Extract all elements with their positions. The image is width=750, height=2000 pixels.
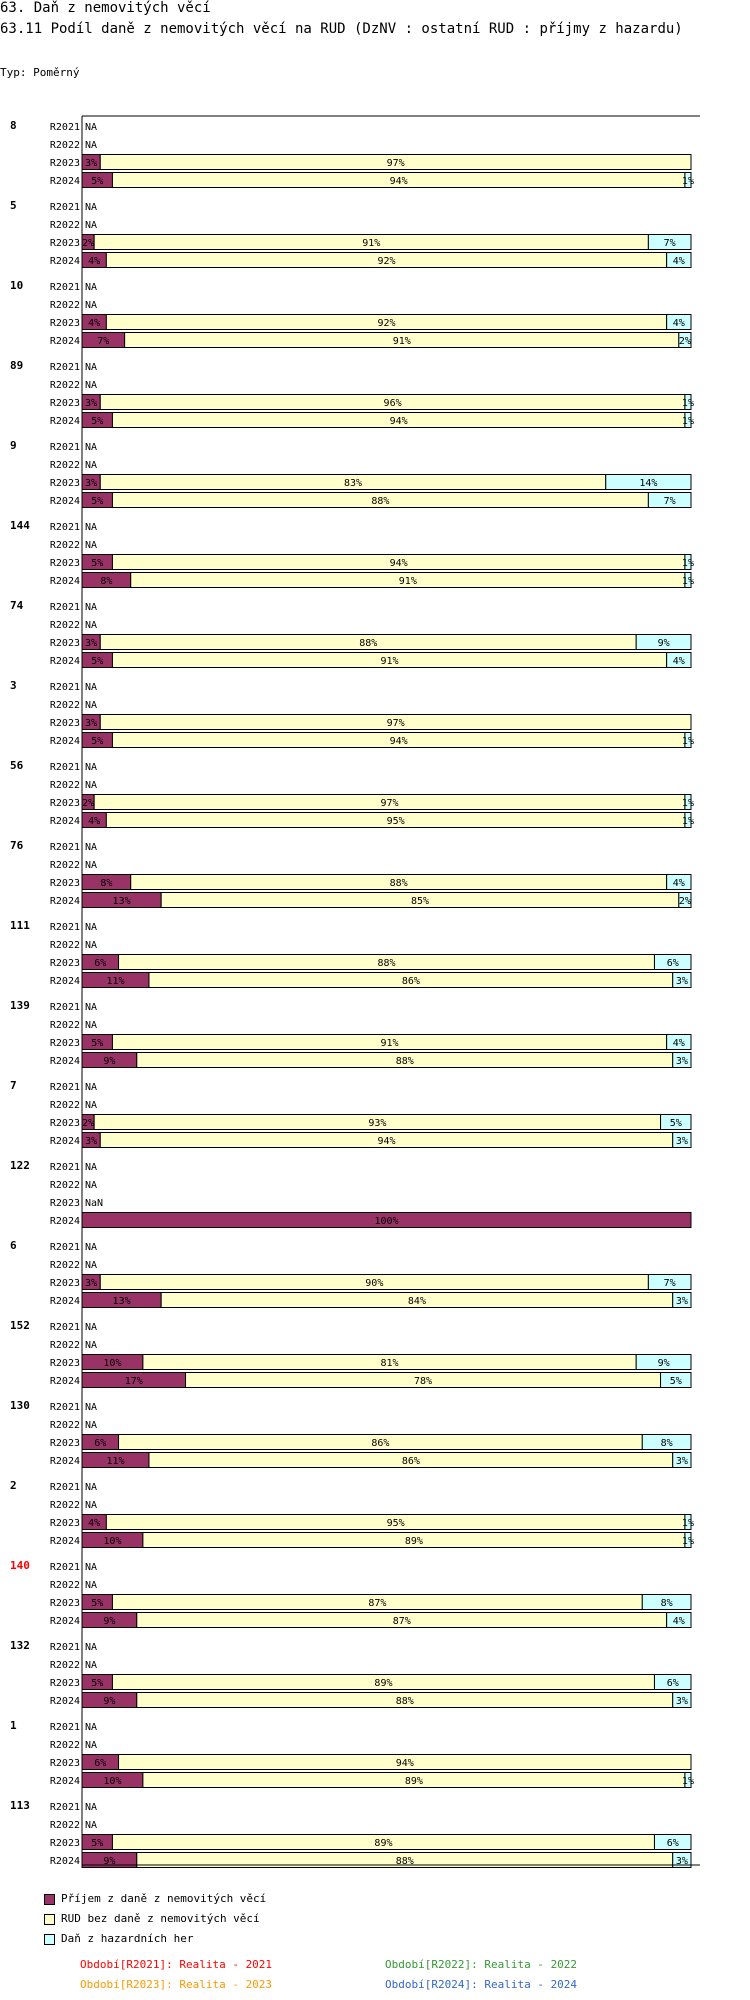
group-label: 9 bbox=[10, 439, 17, 452]
na-label: NA bbox=[85, 1740, 98, 1751]
na-label: NA bbox=[85, 202, 98, 213]
data-label: 1% bbox=[681, 736, 694, 747]
data-label: 6% bbox=[666, 1678, 679, 1689]
na-label: NA bbox=[85, 1260, 98, 1271]
data-label: 10% bbox=[103, 1358, 122, 1369]
na-label: NA bbox=[85, 602, 98, 613]
period-tick-label: R2022 bbox=[49, 1260, 80, 1271]
period-tick-label: R2023 bbox=[49, 1758, 80, 1769]
data-label: 91% bbox=[392, 336, 411, 347]
na-label: NA bbox=[85, 362, 98, 373]
na-label: NA bbox=[85, 620, 98, 631]
period-tick-label: R2023 bbox=[49, 798, 80, 809]
data-label: 91% bbox=[380, 656, 399, 667]
data-label: 3% bbox=[675, 1296, 688, 1307]
group-label: 8 bbox=[10, 119, 17, 132]
legend-swatch-hazard bbox=[44, 1934, 55, 1945]
legend-label-rud: RUD bez daně z nemovitých věcí bbox=[61, 1912, 260, 1925]
na-label: NA bbox=[85, 1242, 98, 1253]
na-label: NA bbox=[85, 300, 98, 311]
period-tick-label: R2023 bbox=[49, 318, 80, 329]
data-label: 3% bbox=[675, 1136, 688, 1147]
na-label: NA bbox=[85, 1820, 98, 1831]
data-label: 89% bbox=[374, 1838, 393, 1849]
data-label: 89% bbox=[374, 1678, 393, 1689]
data-label: 3% bbox=[85, 1136, 98, 1147]
data-label: 1% bbox=[681, 1776, 694, 1787]
period-tick-label: R2022 bbox=[49, 1500, 80, 1511]
data-label: 7% bbox=[663, 238, 676, 249]
legend-item-dznv bbox=[44, 1892, 266, 1905]
data-label: 4% bbox=[88, 1518, 101, 1529]
na-label: NA bbox=[85, 282, 98, 293]
data-label: 88% bbox=[395, 1856, 414, 1867]
group-label: 1 bbox=[10, 1719, 17, 1732]
period-tick-label: R2024 bbox=[49, 656, 80, 667]
data-label: 3% bbox=[85, 478, 98, 489]
data-label: 1% bbox=[681, 1518, 694, 1529]
data-label: 9% bbox=[657, 1358, 670, 1369]
period-tick-label: R2021 bbox=[49, 1322, 80, 1333]
period-tick-label: R2021 bbox=[49, 122, 80, 133]
na-label: NA bbox=[85, 1340, 98, 1351]
period-tick-label: R2022 bbox=[49, 1020, 80, 1031]
data-label: 5% bbox=[91, 656, 104, 667]
data-label: 81% bbox=[380, 1358, 399, 1369]
nan-label: NaN bbox=[85, 1198, 104, 1209]
group-label: 3 bbox=[10, 679, 17, 692]
data-label: 6% bbox=[94, 1438, 107, 1449]
group-label: 76 bbox=[10, 839, 24, 852]
period-tick-label: R2022 bbox=[49, 1100, 80, 1111]
data-label: 2% bbox=[82, 238, 95, 249]
period-tick-label: R2024 bbox=[49, 1136, 80, 1147]
na-label: NA bbox=[85, 1402, 98, 1413]
data-label: 4% bbox=[672, 318, 685, 329]
data-label: 5% bbox=[91, 176, 104, 187]
data-label: 17% bbox=[124, 1376, 143, 1387]
period-tick-label: R2021 bbox=[49, 682, 80, 693]
na-label: NA bbox=[85, 1482, 98, 1493]
legend-swatch-rud bbox=[44, 1914, 55, 1925]
group-label: 113 bbox=[10, 1799, 30, 1812]
data-label: 89% bbox=[404, 1776, 423, 1787]
na-label: NA bbox=[85, 1500, 98, 1511]
period-tick-label: R2023 bbox=[49, 558, 80, 569]
data-label: 89% bbox=[404, 1536, 423, 1547]
group-label: 144 bbox=[10, 519, 30, 532]
period-tick-label: R2023 bbox=[49, 1118, 80, 1129]
data-label: 90% bbox=[365, 1278, 384, 1289]
na-label: NA bbox=[85, 1162, 98, 1173]
data-label: 92% bbox=[377, 318, 396, 329]
period-label-r2023: Období[R2023]: Realita - 2023 bbox=[80, 1978, 273, 1991]
group-label: 74 bbox=[10, 599, 24, 612]
period-tick-label: R2024 bbox=[49, 1296, 80, 1307]
period-tick-label: R2023 bbox=[49, 1198, 80, 1209]
period-tick-label: R2024 bbox=[49, 1536, 80, 1547]
data-label: 11% bbox=[106, 976, 125, 987]
group-label: 7 bbox=[10, 1079, 17, 1092]
data-label: 4% bbox=[672, 878, 685, 889]
period-tick-label: R2022 bbox=[49, 460, 80, 471]
data-label: 97% bbox=[380, 798, 399, 809]
period-tick-label: R2021 bbox=[49, 1562, 80, 1573]
data-label: 7% bbox=[663, 1278, 676, 1289]
data-label: 93% bbox=[368, 1118, 387, 1129]
period-tick-label: R2021 bbox=[49, 1482, 80, 1493]
period-tick-label: R2021 bbox=[49, 202, 80, 213]
data-label: 3% bbox=[85, 398, 98, 409]
data-label: 5% bbox=[91, 416, 104, 427]
na-label: NA bbox=[85, 940, 98, 951]
na-label: NA bbox=[85, 1722, 98, 1733]
legend-label-hazard: Daň z hazardních her bbox=[61, 1932, 194, 1945]
data-label: 5% bbox=[91, 1038, 104, 1049]
data-label: 97% bbox=[386, 158, 405, 169]
data-label: 1% bbox=[681, 398, 694, 409]
data-label: 9% bbox=[103, 1616, 116, 1627]
na-label: NA bbox=[85, 1002, 98, 1013]
data-label: 94% bbox=[377, 1136, 396, 1147]
data-label: 2% bbox=[82, 1118, 95, 1129]
data-label: 3% bbox=[675, 976, 688, 987]
na-label: NA bbox=[85, 860, 98, 871]
period-tick-label: R2022 bbox=[49, 380, 80, 391]
na-label: NA bbox=[85, 380, 98, 391]
na-label: NA bbox=[85, 1100, 98, 1111]
data-label: 87% bbox=[392, 1616, 411, 1627]
data-label: 86% bbox=[401, 976, 420, 987]
data-label: 91% bbox=[380, 1038, 399, 1049]
period-tick-label: R2023 bbox=[49, 1278, 80, 1289]
period-tick-label: R2022 bbox=[49, 1180, 80, 1191]
period-tick-label: R2023 bbox=[49, 638, 80, 649]
group-label: 2 bbox=[10, 1479, 17, 1492]
period-tick-label: R2024 bbox=[49, 416, 80, 427]
page-title: 63. Daň z nemovitých věcí bbox=[0, 0, 211, 16]
data-label: 1% bbox=[681, 176, 694, 187]
na-label: NA bbox=[85, 842, 98, 853]
data-label: 1% bbox=[681, 416, 694, 427]
period-tick-label: R2023 bbox=[49, 158, 80, 169]
data-label: 6% bbox=[94, 958, 107, 969]
group-label: 111 bbox=[10, 919, 30, 932]
data-label: 78% bbox=[414, 1376, 433, 1387]
group-label: 6 bbox=[10, 1239, 17, 1252]
period-tick-label: R2021 bbox=[49, 922, 80, 933]
data-label: 5% bbox=[91, 558, 104, 569]
period-tick-label: R2023 bbox=[49, 1438, 80, 1449]
na-label: NA bbox=[85, 1322, 98, 1333]
data-label: 84% bbox=[407, 1296, 426, 1307]
period-tick-label: R2022 bbox=[49, 540, 80, 551]
group-label: 89 bbox=[10, 359, 24, 372]
na-label: NA bbox=[85, 1180, 98, 1191]
data-label: 3% bbox=[85, 158, 98, 169]
period-tick-label: R2024 bbox=[49, 336, 80, 347]
data-label: 6% bbox=[666, 958, 679, 969]
na-label: NA bbox=[85, 460, 98, 471]
period-tick-label: R2024 bbox=[49, 1376, 80, 1387]
period-tick-label: R2024 bbox=[49, 1696, 80, 1707]
data-label: 2% bbox=[678, 336, 691, 347]
data-label: 13% bbox=[112, 1296, 131, 1307]
data-label: 94% bbox=[389, 416, 408, 427]
group-label: 139 bbox=[10, 999, 30, 1012]
na-label: NA bbox=[85, 522, 98, 533]
period-tick-label: R2022 bbox=[49, 1340, 80, 1351]
legend-label-dznv: Příjem z daně z nemovitých věcí bbox=[61, 1892, 267, 1905]
period-tick-label: R2023 bbox=[49, 1038, 80, 1049]
data-label: 7% bbox=[663, 496, 676, 507]
period-tick-label: R2023 bbox=[49, 238, 80, 249]
period-tick-label: R2021 bbox=[49, 842, 80, 853]
period-tick-label: R2021 bbox=[49, 362, 80, 373]
data-label: 1% bbox=[681, 576, 694, 587]
data-label: 87% bbox=[368, 1598, 387, 1609]
chart-subtitle: 63.11 Podíl daně z nemovitých věcí na RUD (DzNV : ostatní RUD : příjmy z hazardu) bbox=[0, 21, 683, 37]
group-label: 132 bbox=[10, 1639, 30, 1652]
period-tick-label: R2023 bbox=[49, 1838, 80, 1849]
na-label: NA bbox=[85, 442, 98, 453]
data-label: 100% bbox=[374, 1216, 399, 1227]
period-tick-label: R2023 bbox=[49, 958, 80, 969]
data-label: 9% bbox=[103, 1856, 116, 1867]
data-label: 4% bbox=[88, 318, 101, 329]
period-tick-label: R2024 bbox=[49, 176, 80, 187]
data-label: 8% bbox=[100, 576, 113, 587]
data-label: 3% bbox=[675, 1696, 688, 1707]
na-label: NA bbox=[85, 1660, 98, 1671]
period-tick-label: R2023 bbox=[49, 398, 80, 409]
period-tick-label: R2022 bbox=[49, 140, 80, 151]
na-label: NA bbox=[85, 220, 98, 231]
data-label: 88% bbox=[389, 878, 408, 889]
na-label: NA bbox=[85, 700, 98, 711]
period-tick-label: R2021 bbox=[49, 602, 80, 613]
period-tick-label: R2024 bbox=[49, 496, 80, 507]
na-label: NA bbox=[85, 780, 98, 791]
data-label: 4% bbox=[672, 656, 685, 667]
period-tick-label: R2023 bbox=[49, 1518, 80, 1529]
data-label: 5% bbox=[91, 1598, 104, 1609]
data-label: 88% bbox=[395, 1056, 414, 1067]
period-tick-label: R2022 bbox=[49, 1740, 80, 1751]
data-label: 5% bbox=[669, 1118, 682, 1129]
group-label: 5 bbox=[10, 199, 17, 212]
period-tick-label: R2023 bbox=[49, 1678, 80, 1689]
data-label: 91% bbox=[362, 238, 381, 249]
na-label: NA bbox=[85, 122, 98, 133]
group-label: 140 bbox=[10, 1559, 30, 1572]
period-tick-label: R2022 bbox=[49, 1660, 80, 1671]
na-label: NA bbox=[85, 762, 98, 773]
group-label: 122 bbox=[10, 1159, 30, 1172]
legend-item-hazard bbox=[44, 1932, 193, 1945]
data-label: 4% bbox=[672, 1038, 685, 1049]
data-label: 10% bbox=[103, 1776, 122, 1787]
period-tick-label: R2024 bbox=[49, 1056, 80, 1067]
data-label: 94% bbox=[389, 176, 408, 187]
data-label: 1% bbox=[681, 558, 694, 569]
period-tick-label: R2022 bbox=[49, 1820, 80, 1831]
period-tick-label: R2024 bbox=[49, 1856, 80, 1867]
period-tick-label: R2023 bbox=[49, 718, 80, 729]
na-label: NA bbox=[85, 140, 98, 151]
na-label: NA bbox=[85, 1082, 98, 1093]
data-label: 4% bbox=[88, 816, 101, 827]
period-tick-label: R2024 bbox=[49, 1456, 80, 1467]
na-label: NA bbox=[85, 1420, 98, 1431]
period-tick-label: R2024 bbox=[49, 576, 80, 587]
period-tick-label: R2024 bbox=[49, 896, 80, 907]
data-label: 5% bbox=[91, 496, 104, 507]
period-label-r2024: Období[R2024]: Realita - 2024 bbox=[385, 1978, 578, 1991]
data-label: 3% bbox=[675, 1456, 688, 1467]
data-label: 94% bbox=[395, 1758, 414, 1769]
na-label: NA bbox=[85, 1802, 98, 1813]
na-label: NA bbox=[85, 1562, 98, 1573]
period-tick-label: R2021 bbox=[49, 1802, 80, 1813]
data-label: 6% bbox=[94, 1758, 107, 1769]
data-label: 1% bbox=[681, 816, 694, 827]
period-tick-label: R2021 bbox=[49, 282, 80, 293]
data-label: 3% bbox=[85, 638, 98, 649]
data-label: 97% bbox=[386, 718, 405, 729]
period-tick-label: R2021 bbox=[49, 1082, 80, 1093]
period-tick-label: R2022 bbox=[49, 220, 80, 231]
period-tick-label: R2023 bbox=[49, 478, 80, 489]
data-label: 14% bbox=[639, 478, 658, 489]
period-tick-label: R2021 bbox=[49, 1402, 80, 1413]
data-label: 1% bbox=[681, 798, 694, 809]
data-label: 88% bbox=[377, 958, 396, 969]
data-label: 86% bbox=[371, 1438, 390, 1449]
data-label: 6% bbox=[666, 1838, 679, 1849]
na-label: NA bbox=[85, 1642, 98, 1653]
period-tick-label: R2024 bbox=[49, 1776, 80, 1787]
legend-swatch-dznv bbox=[44, 1894, 55, 1905]
data-label: 8% bbox=[100, 878, 113, 889]
period-tick-label: R2022 bbox=[49, 620, 80, 631]
group-label: 152 bbox=[10, 1319, 30, 1332]
data-label: 9% bbox=[103, 1696, 116, 1707]
data-label: 4% bbox=[672, 1616, 685, 1627]
data-label: 13% bbox=[112, 896, 131, 907]
na-label: NA bbox=[85, 682, 98, 693]
data-label: 3% bbox=[675, 1856, 688, 1867]
data-label: 11% bbox=[106, 1456, 125, 1467]
data-label: 2% bbox=[678, 896, 691, 907]
data-label: 96% bbox=[383, 398, 402, 409]
period-tick-label: R2023 bbox=[49, 1598, 80, 1609]
data-label: 94% bbox=[389, 558, 408, 569]
period-tick-label: R2022 bbox=[49, 780, 80, 791]
data-label: 5% bbox=[669, 1376, 682, 1387]
period-tick-label: R2023 bbox=[49, 878, 80, 889]
period-tick-label: R2024 bbox=[49, 976, 80, 987]
period-tick-label: R2021 bbox=[49, 1722, 80, 1733]
data-label: 3% bbox=[85, 718, 98, 729]
na-label: NA bbox=[85, 1020, 98, 1031]
period-tick-label: R2022 bbox=[49, 1580, 80, 1591]
data-label: 83% bbox=[343, 478, 363, 489]
period-tick-label: R2023 bbox=[49, 1358, 80, 1369]
period-tick-label: R2024 bbox=[49, 1216, 80, 1227]
data-label: 86% bbox=[401, 1456, 420, 1467]
data-label: 95% bbox=[386, 816, 405, 827]
data-label: 5% bbox=[91, 736, 104, 747]
data-label: 92% bbox=[377, 256, 396, 267]
data-label: 7% bbox=[97, 336, 110, 347]
data-label: 8% bbox=[660, 1438, 673, 1449]
na-label: NA bbox=[85, 540, 98, 551]
legend-item-rud bbox=[44, 1912, 260, 1925]
period-tick-label: R2022 bbox=[49, 860, 80, 871]
data-label: 1% bbox=[681, 1536, 694, 1547]
data-label: 9% bbox=[103, 1056, 116, 1067]
period-tick-label: R2021 bbox=[49, 1002, 80, 1013]
period-tick-label: R2024 bbox=[49, 816, 80, 827]
period-tick-label: R2024 bbox=[49, 736, 80, 747]
period-tick-label: R2024 bbox=[49, 1616, 80, 1627]
data-label: 4% bbox=[88, 256, 101, 267]
na-label: NA bbox=[85, 1580, 98, 1591]
data-label: 9% bbox=[657, 638, 670, 649]
data-label: 88% bbox=[395, 1696, 414, 1707]
data-label: 85% bbox=[410, 896, 430, 907]
group-label: 56 bbox=[10, 759, 24, 772]
period-tick-label: R2021 bbox=[49, 1162, 80, 1173]
data-label: 5% bbox=[91, 1838, 104, 1849]
period-tick-label: R2022 bbox=[49, 1420, 80, 1431]
data-label: 91% bbox=[398, 576, 417, 587]
period-tick-label: R2021 bbox=[49, 442, 80, 453]
period-tick-label: R2021 bbox=[49, 1242, 80, 1253]
period-tick-label: R2024 bbox=[49, 256, 80, 267]
data-label: 95% bbox=[386, 1518, 405, 1529]
data-label: 88% bbox=[359, 638, 378, 649]
period-tick-label: R2021 bbox=[49, 1642, 80, 1653]
data-label: 2% bbox=[82, 798, 95, 809]
period-tick-label: R2022 bbox=[49, 300, 80, 311]
group-label: 130 bbox=[10, 1399, 30, 1412]
period-tick-label: R2022 bbox=[49, 940, 80, 951]
na-label: NA bbox=[85, 922, 98, 933]
data-label: 10% bbox=[103, 1536, 122, 1547]
period-label-r2021: Období[R2021]: Realita - 2021 bbox=[80, 1958, 273, 1971]
data-label: 3% bbox=[85, 1278, 98, 1289]
data-label: 94% bbox=[389, 736, 408, 747]
data-label: 5% bbox=[91, 1678, 104, 1689]
group-label: 10 bbox=[10, 279, 24, 292]
data-label: 88% bbox=[371, 496, 390, 507]
period-tick-label: R2021 bbox=[49, 522, 80, 533]
data-label: 3% bbox=[675, 1056, 688, 1067]
period-tick-label: R2021 bbox=[49, 762, 80, 773]
chart-type-label: Typ: Poměrný bbox=[0, 66, 80, 79]
data-label: 8% bbox=[660, 1598, 673, 1609]
period-tick-label: R2022 bbox=[49, 700, 80, 711]
period-label-r2022: Období[R2022]: Realita - 2022 bbox=[385, 1958, 578, 1971]
data-label: 4% bbox=[672, 256, 685, 267]
